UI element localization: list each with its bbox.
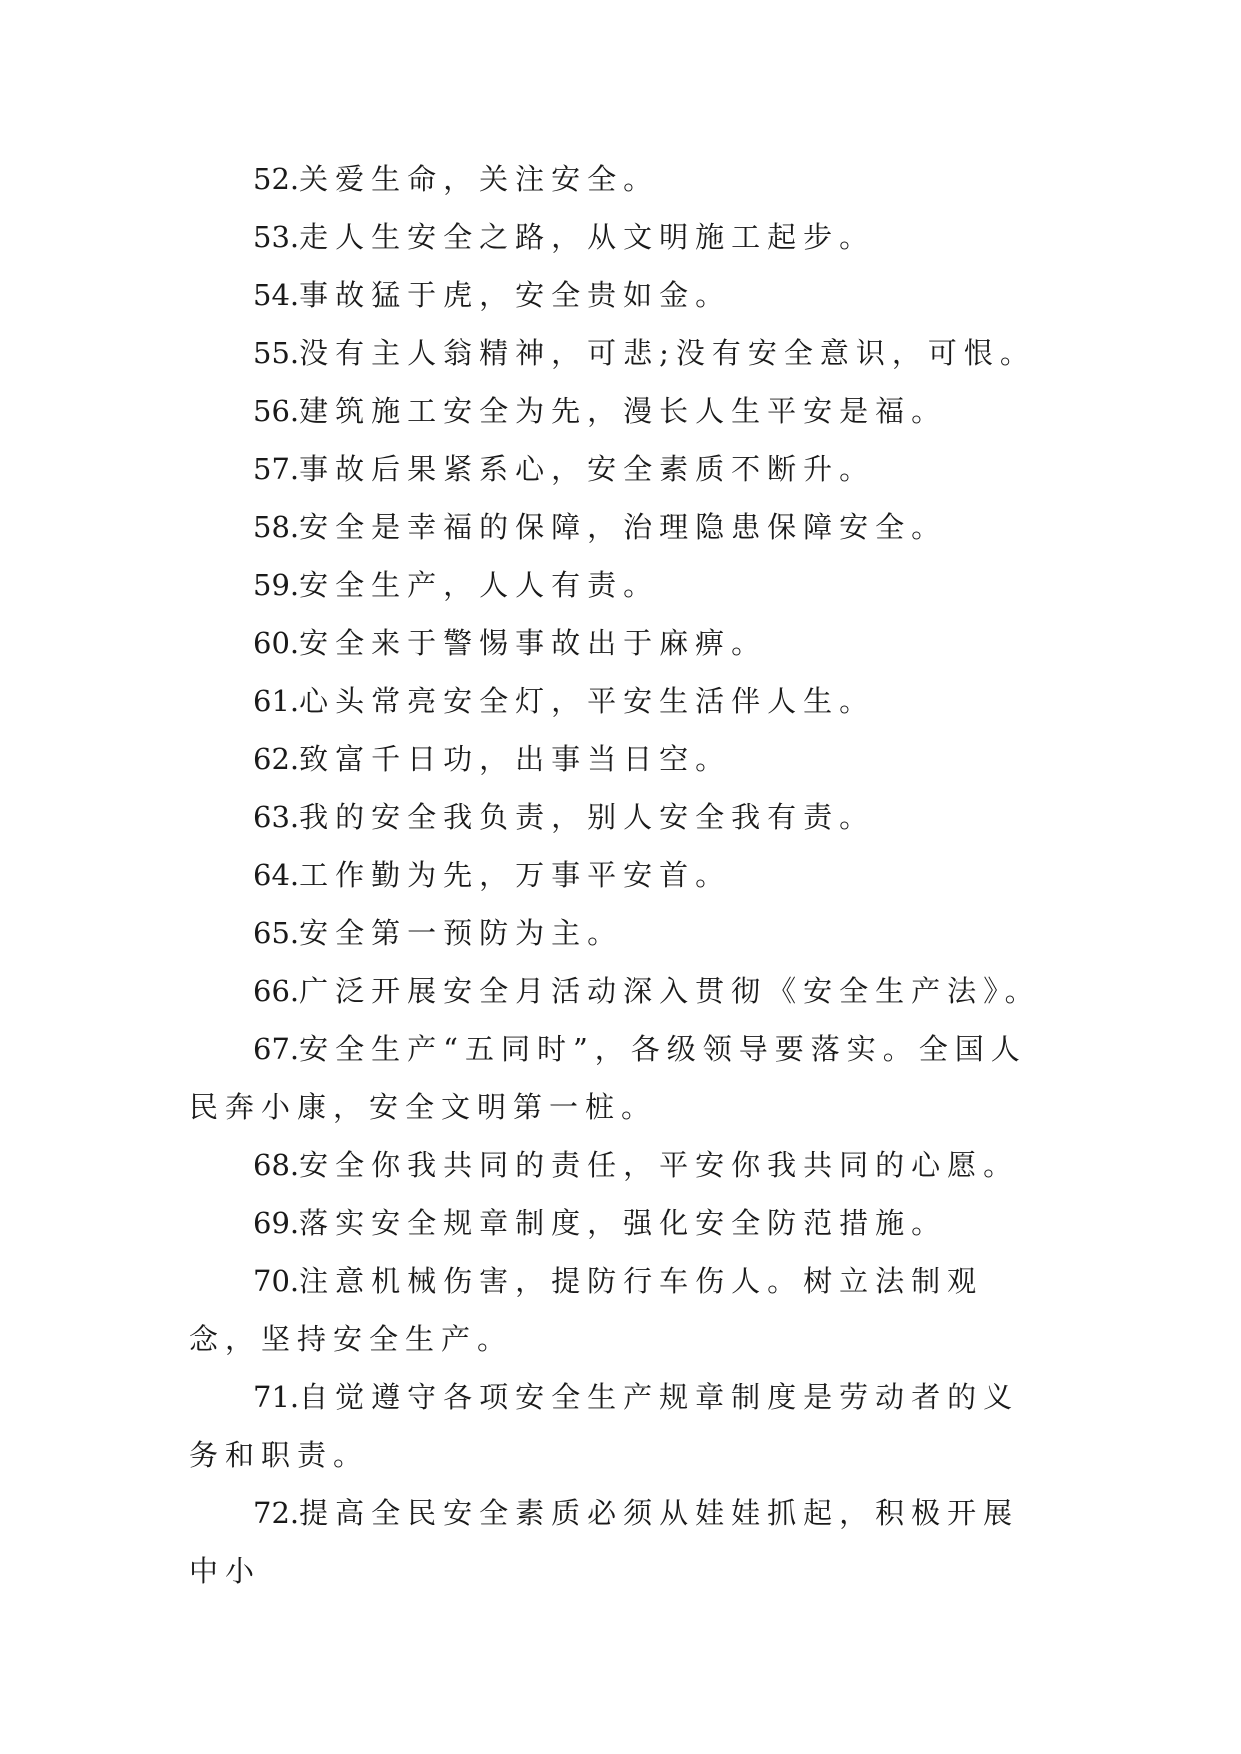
item-text: 落实安全规章制度，强化安全防范措施。: [299, 1206, 948, 1240]
item-number: 67.: [253, 1032, 300, 1066]
paragraph-58: [189, 498, 1049, 556]
item-text: 安全生产“五同时”，各级领导要落实。全国人民奔小康，安全文明第一桩。: [189, 1032, 1027, 1124]
item-text: 走人生安全之路，从文明施工起步。: [299, 220, 876, 254]
paragraph-61: [189, 672, 1049, 730]
item-text: 我的安全我负责，别人安全我有责。: [299, 800, 876, 834]
item-text: 工作勤为先，万事平安首。: [299, 858, 732, 892]
item-number: 70.: [253, 1264, 300, 1298]
paragraph-53: [189, 208, 1049, 266]
item-number: 64.: [253, 858, 300, 892]
item-text: 自觉遵守各项安全生产规章制度是劳动者的义务和职责。: [189, 1380, 1020, 1472]
item-number: 66.: [253, 974, 300, 1008]
item-number: 57.: [253, 452, 300, 486]
item-text: 致富千日功，出事当日空。: [299, 742, 732, 776]
paragraph-68: [189, 1136, 1049, 1194]
paragraph-60: [189, 614, 1049, 672]
item-number: 55.: [253, 336, 300, 370]
paragraph-70: [189, 1252, 1049, 1368]
item-number: 65.: [253, 916, 300, 950]
item-text: 注意机械伤害，提防行车伤人。树立法制观念，坚持安全生产。: [189, 1264, 984, 1356]
item-text: 安全是幸福的保障，治理隐患保障安全。: [299, 510, 948, 544]
item-number: 69.: [253, 1206, 300, 1240]
paragraph-66: [189, 962, 1049, 1020]
item-text: 广泛开展安全月活动深入贯彻《安全生产法》。: [299, 974, 1041, 1008]
item-number: 63.: [253, 800, 300, 834]
item-text: 安全来于警惕事故出于麻痹。: [299, 626, 768, 660]
document-body: [189, 150, 1049, 1600]
paragraph-63: [189, 788, 1049, 846]
paragraph-56: [189, 382, 1049, 440]
paragraph-54: [189, 266, 1049, 324]
item-text: 事故猛于虎，安全贵如金。: [299, 278, 732, 312]
item-text: 安全第一预防为主。: [299, 916, 624, 950]
paragraph-72: [189, 1484, 1049, 1600]
item-number: 71.: [253, 1380, 300, 1414]
paragraph-65: [189, 904, 1049, 962]
item-number: 59.: [253, 568, 300, 602]
item-text: 关爱生命，关注安全。: [299, 162, 660, 196]
paragraph-64: [189, 846, 1049, 904]
item-text: 没有主人翁精神，可悲;没有安全意识，可恨。: [299, 336, 1036, 370]
item-text: 事故后果紧系心，安全素质不断升。: [299, 452, 876, 486]
paragraph-69: [189, 1194, 1049, 1252]
item-text: 提高全民安全素质必须从娃娃抓起，积极开展中小: [189, 1496, 1020, 1588]
item-number: 62.: [253, 742, 300, 776]
item-number: 56.: [253, 394, 300, 428]
item-number: 53.: [253, 220, 300, 254]
paragraph-55: [189, 324, 1049, 382]
paragraph-59: [189, 556, 1049, 614]
item-number: 68.: [253, 1148, 300, 1182]
item-number: 54.: [253, 278, 300, 312]
item-number: 52.: [253, 162, 300, 196]
paragraph-71: [189, 1368, 1049, 1484]
item-number: 58.: [253, 510, 300, 544]
item-number: 72.: [253, 1496, 300, 1530]
item-number: 60.: [253, 626, 300, 660]
item-text: 安全你我共同的责任，平安你我共同的心愿。: [299, 1148, 1020, 1182]
paragraph-52: [189, 150, 1049, 208]
item-text: 安全生产，人人有责。: [299, 568, 660, 602]
paragraph-67: [189, 1020, 1049, 1136]
item-number: 61.: [253, 684, 300, 718]
paragraph-62: [189, 730, 1049, 788]
paragraph-57: [189, 440, 1049, 498]
item-text: 建筑施工安全为先，漫长人生平安是福。: [299, 394, 948, 428]
item-text: 心头常亮安全灯，平安生活伴人生。: [299, 684, 876, 718]
